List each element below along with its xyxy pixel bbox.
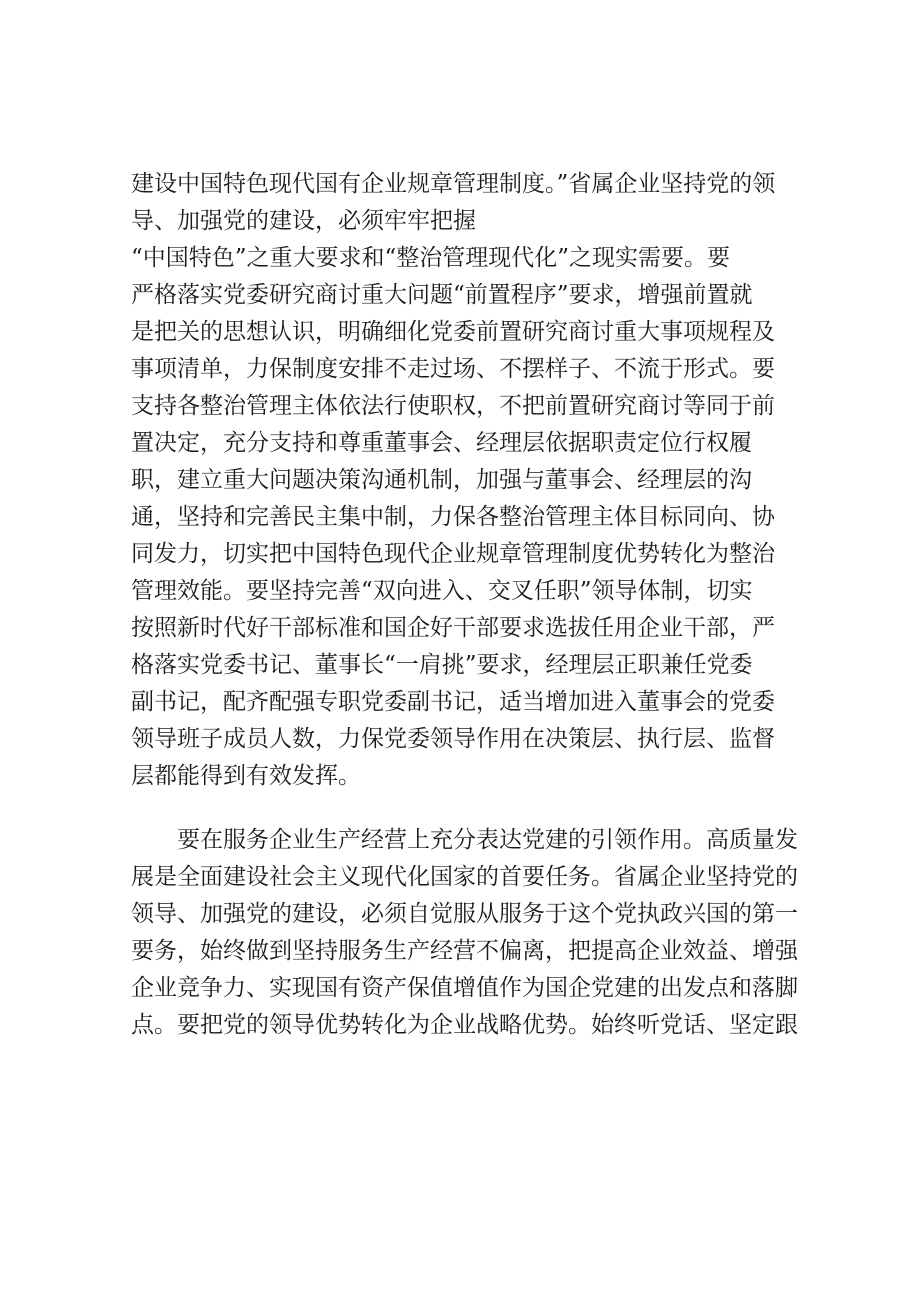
paragraph-1 (131, 166, 811, 795)
paragraph-1-line: 领导班子成员人数，力保党委领导作用在决策层、执行层、监督 (131, 726, 775, 752)
paragraph-gap (131, 795, 811, 822)
paragraph-1-line: 是把关的思想认识，明确细化党委前置研究商讨重大事项规程及 (131, 319, 775, 345)
paragraph-1-line: 置决定，充分支持和尊重董事会、经理层依据职责定位行权履 (131, 430, 752, 456)
paragraph-1-line: “中国特色”之重大要求和“整治管理现代化”之现实需要。要 (131, 245, 731, 271)
paragraph-2-line: 要在服务企业生产经营上充分表达党建的引领作用。高质量发 (177, 827, 798, 853)
paragraph-1-line: 建设中国特色现代国有企业规章管理制度。”省属企业坚持党的领 (131, 171, 776, 197)
paragraph-2-line: 领导、加强党的建设，必须自觉服从服务于这个党执政兴国的第一 (131, 901, 798, 927)
paragraph-1-line: 支持各整治管理主体依法行使职权，不把前置研究商讨等同于前 (131, 393, 775, 419)
paragraph-1-line: 副书记，配齐配强专职党委副书记，适当增加进入董事会的党委 (131, 689, 775, 715)
paragraph-1-line: 格落实党委书记、董事长“一肩挑”要求，经理层正职兼任党委 (131, 652, 753, 678)
document-body (131, 166, 811, 1044)
paragraph-1-line: 管理效能。要坚持完善“双向进入、交叉任职”领导体制，切实 (131, 578, 753, 604)
paragraph-1-line: 同发力，切实把中国特色现代企业规章管理制度优势转化为整治 (131, 541, 775, 567)
paragraph-1-line: 层都能得到有效发挥。 (131, 763, 361, 789)
paragraph-1-line: 通，坚持和完善民主集中制，力保各整治管理主体目标同向、协 (131, 504, 775, 530)
paragraph-2-line: 企业竞争力、实现国有资产保值增值作为国企党建的出发点和落脚 (131, 975, 798, 1001)
paragraph-2 (131, 822, 811, 1044)
paragraph-2-line: 要务，始终做到坚持服务生产经营不偏离，把提高企业效益、增强 (131, 938, 798, 964)
paragraph-2-line: 点。要把党的领导优势转化为企业战略优势。始终听党话、坚定跟 (131, 1012, 798, 1038)
paragraph-2-line: 展是全面建设社会主义现代化国家的首要任务。省属企业坚持党的 (131, 864, 798, 890)
paragraph-1-line: 导、加强党的建设，必须牢牢把握 (131, 208, 476, 234)
paragraph-1-line: 职，建立重大问题决策沟通机制，加强与董事会、经理层的沟 (131, 467, 752, 493)
paragraph-1-line: 严格落实党委研究商讨重大问题“前置程序”要求，增强前置就 (131, 282, 753, 308)
paragraph-1-line: 事项清单，力保制度安排不走过场、不摆样子、不流于形式。要 (131, 356, 775, 382)
paragraph-1-line: 按照新时代好干部标准和国企好干部要求选拔任用企业干部，严 (131, 615, 775, 641)
